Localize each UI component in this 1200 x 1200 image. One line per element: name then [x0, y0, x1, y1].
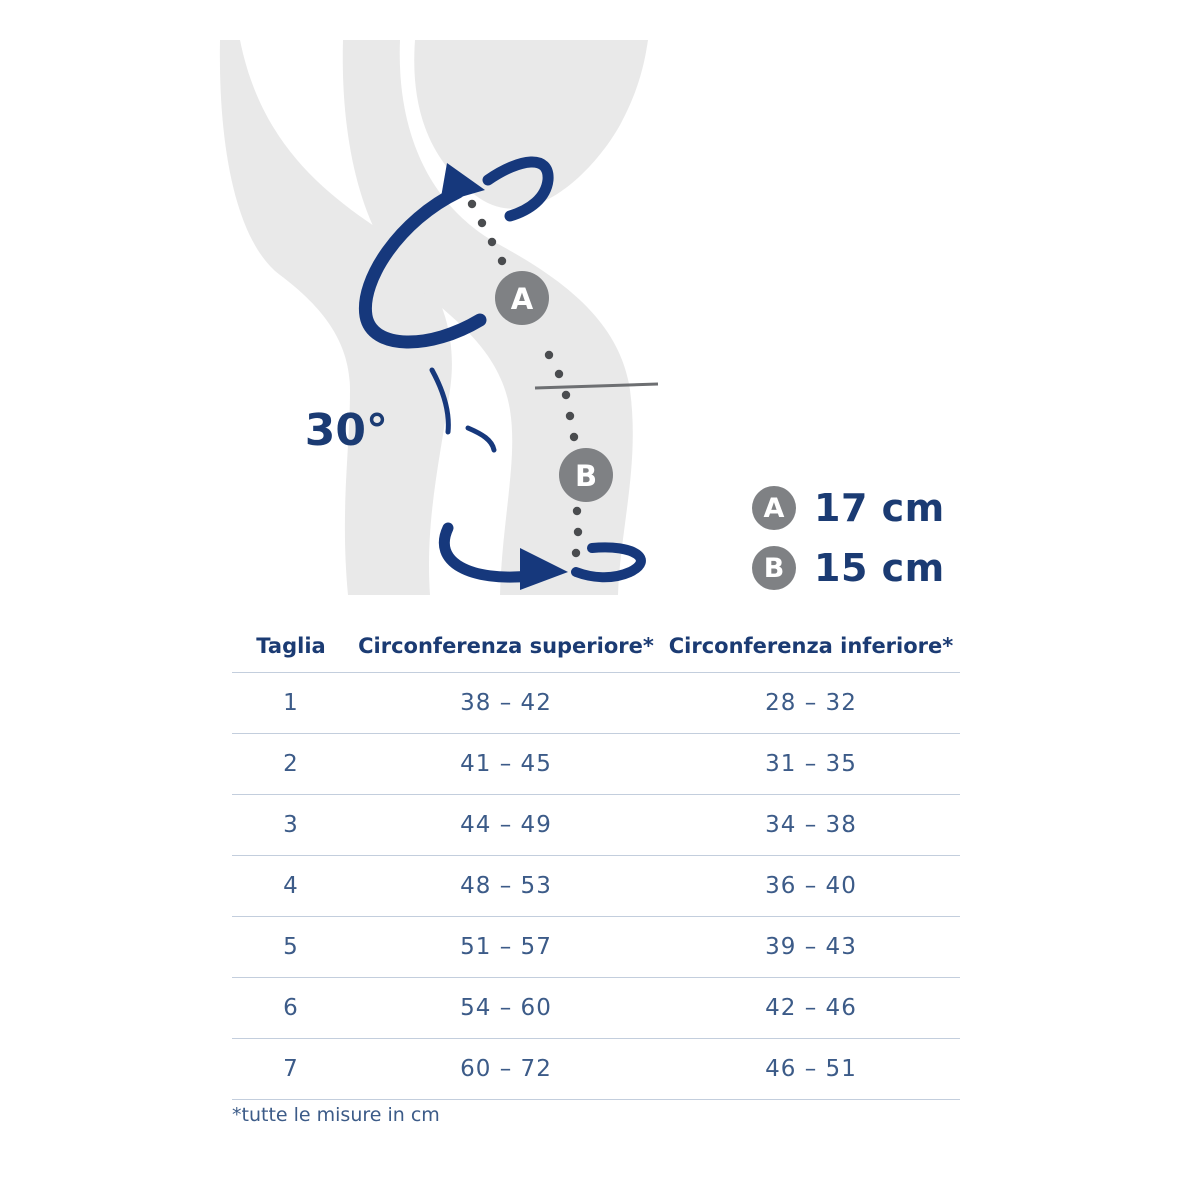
legend-value-b: 15 cm — [814, 546, 945, 590]
cell-lower: 36 – 40 — [662, 856, 960, 917]
legend-row-b — [752, 538, 1052, 598]
cell-size: 1 — [232, 673, 350, 734]
cell-upper: 51 – 57 — [350, 917, 662, 978]
cell-size: 5 — [232, 917, 350, 978]
svg-text:A: A — [510, 282, 534, 316]
svg-text:B: B — [574, 459, 598, 493]
cell-size: 4 — [232, 856, 350, 917]
table-row — [232, 795, 960, 856]
cell-upper: 54 – 60 — [350, 978, 662, 1039]
cell-size: 3 — [232, 795, 350, 856]
table-footnote: *tutte le misure in cm — [232, 1104, 440, 1126]
leg-silhouette — [220, 40, 648, 595]
legend-value-a: 17 cm — [814, 486, 945, 530]
cell-size: 6 — [232, 978, 350, 1039]
legend-badge-a: A — [752, 486, 796, 530]
size-table-container — [232, 634, 960, 1100]
cell-lower: 31 – 35 — [662, 734, 960, 795]
cell-lower: 46 – 51 — [662, 1039, 960, 1100]
cell-upper: 48 – 53 — [350, 856, 662, 917]
table-row — [232, 734, 960, 795]
table-row — [232, 978, 960, 1039]
cell-upper: 41 – 45 — [350, 734, 662, 795]
legend-row-a — [752, 478, 1052, 538]
measurement-legend — [752, 478, 1052, 598]
cell-size: 7 — [232, 1039, 350, 1100]
marker-b — [559, 448, 613, 502]
table-header-row — [232, 634, 960, 673]
header-lower-circumference: Circonferenza inferiore* — [668, 634, 954, 658]
cell-lower: 42 – 46 — [662, 978, 960, 1039]
angle-label: 30° — [304, 405, 388, 456]
header-size: Taglia — [256, 634, 326, 658]
cell-lower: 34 – 38 — [662, 795, 960, 856]
marker-a — [495, 271, 549, 325]
header-upper-circumference: Circonferenza superiore* — [358, 634, 654, 658]
cell-size: 2 — [232, 734, 350, 795]
cell-upper: 38 – 42 — [350, 673, 662, 734]
size-table — [232, 634, 960, 1100]
cell-upper: 60 – 72 — [350, 1039, 662, 1100]
table-row — [232, 917, 960, 978]
table-row — [232, 673, 960, 734]
cell-lower: 28 – 32 — [662, 673, 960, 734]
cell-upper: 44 – 49 — [350, 795, 662, 856]
table-row — [232, 1039, 960, 1100]
table-row — [232, 856, 960, 917]
cell-lower: 39 – 43 — [662, 917, 960, 978]
legend-badge-b: B — [752, 546, 796, 590]
